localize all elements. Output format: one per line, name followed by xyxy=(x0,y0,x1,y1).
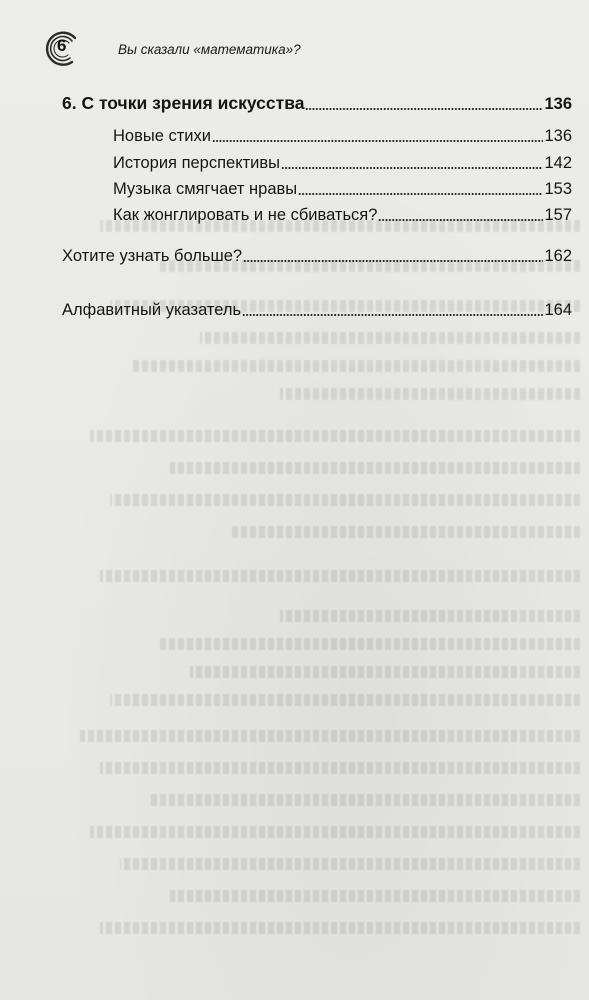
toc-index-entry xyxy=(62,301,572,320)
dot-leader xyxy=(212,140,544,142)
dot-leader xyxy=(305,108,543,110)
toc-entry-title: Алфавитный указатель xyxy=(62,301,242,319)
dot-leader xyxy=(281,167,543,169)
toc-entry-page: 164 xyxy=(544,301,572,319)
running-title: Вы сказали «математика»? xyxy=(118,42,301,57)
toc-chapter-entry xyxy=(62,93,572,114)
toc-section-entry xyxy=(113,206,572,225)
page-number: 6 xyxy=(57,36,67,55)
toc-entry-page: 162 xyxy=(544,247,572,265)
toc-entry-page: 157 xyxy=(544,206,572,224)
toc-entry-title: Музыка смягчает нравы xyxy=(113,180,298,198)
toc-entry-page: 142 xyxy=(544,154,572,172)
toc-entry-page: 136 xyxy=(544,95,572,113)
toc-entry-page: 136 xyxy=(544,127,572,145)
dot-leader xyxy=(243,260,543,262)
toc-further-reading-entry xyxy=(62,247,572,266)
toc-entry-title: 6. С точки зрения искусства xyxy=(62,93,305,113)
toc-section-entry xyxy=(113,180,572,199)
toc-section-entry xyxy=(113,154,572,173)
dot-leader xyxy=(378,219,543,221)
toc-entry-title: Как жонглировать и не сбиваться? xyxy=(113,206,378,224)
toc-entry-title: Новые стихи xyxy=(113,127,211,145)
toc-entry-title: Хотите узнать больше? xyxy=(62,247,243,265)
toc-entry-title: История перспективы xyxy=(113,154,281,172)
toc-entry-page: 153 xyxy=(544,180,572,198)
dot-leader xyxy=(298,193,543,195)
dot-leader xyxy=(242,314,543,316)
toc-section-entry xyxy=(113,127,572,146)
